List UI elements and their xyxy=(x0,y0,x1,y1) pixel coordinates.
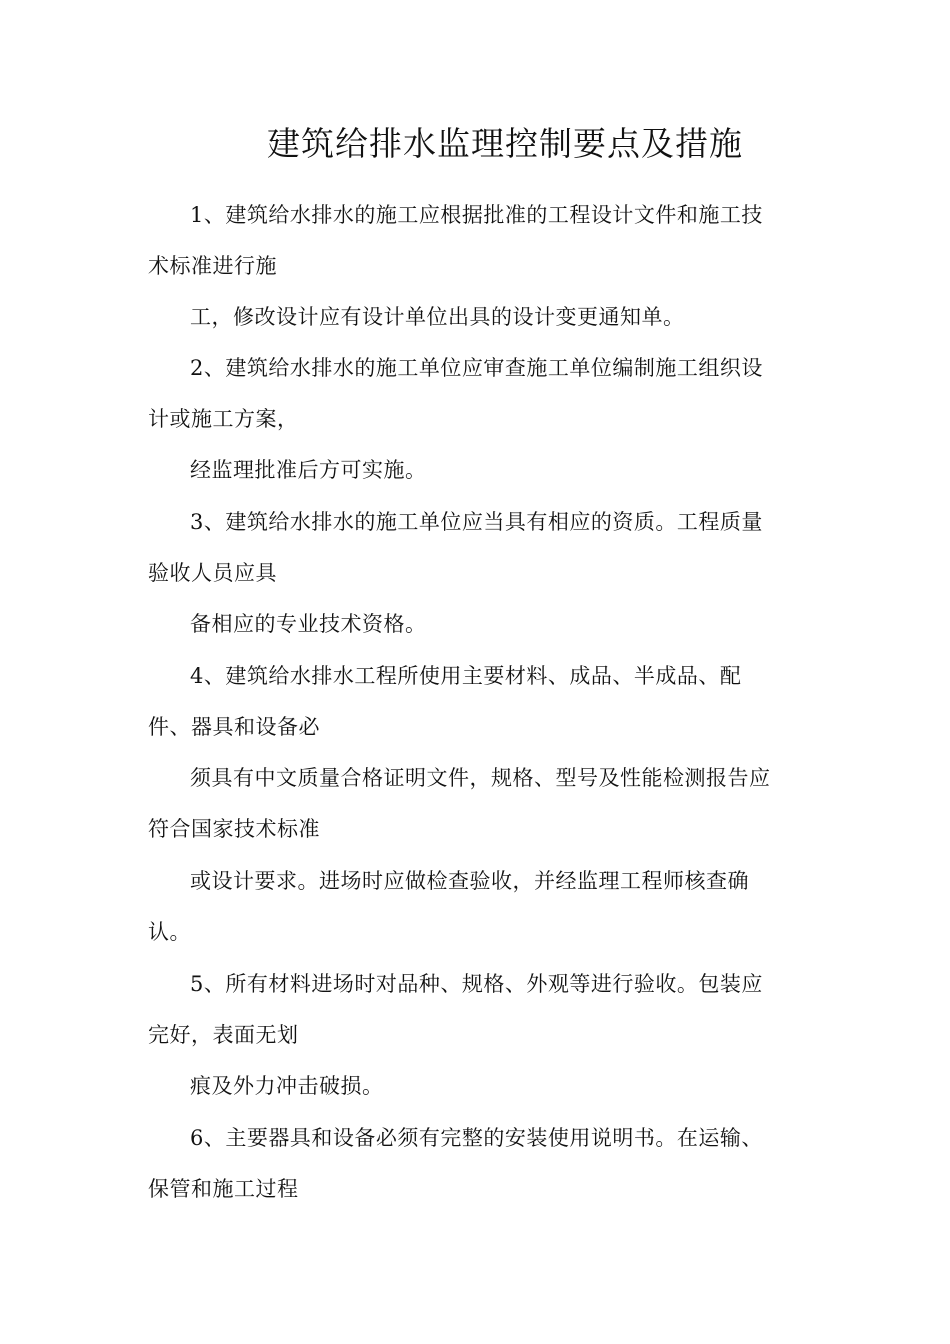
text-line: 1、建筑给水排水的施工应根据批准的工程设计文件和施工技 xyxy=(190,203,763,227)
text-line: 6、主要器具和设备必须有完整的安装使用说明书。在运输、 xyxy=(190,1126,763,1150)
text-line: 5、所有材料进场时对品种、规格、外观等进行验收。包装应 xyxy=(190,972,763,996)
text-line: 2、建筑给水排水的施工单位应审查施工单位编制施工组织设 xyxy=(190,356,763,380)
text-line: 认。 xyxy=(148,920,191,944)
text-line: 须具有中文质量合格证明文件，规格、型号及性能检测报告应 xyxy=(190,766,771,790)
text-line: 经监理批准后方可实施。 xyxy=(190,458,427,482)
document-title: 建筑给排水监理控制要点及措施 xyxy=(267,124,743,163)
text-line: 工，修改设计应有设计单位出具的设计变更通知单。 xyxy=(190,305,685,329)
text-line: 件、器具和设备必 xyxy=(148,715,320,739)
text-line: 完好，表面无划 xyxy=(148,1023,299,1047)
text-line: 符合国家技术标准 xyxy=(148,817,320,841)
text-line: 4、建筑给水排水工程所使用主要材料、成品、半成品、配 xyxy=(190,664,742,688)
text-line: 验收人员应具 xyxy=(148,561,277,585)
text-line: 术标准进行施 xyxy=(148,254,277,278)
text-line: 计或施工方案， xyxy=(148,407,299,431)
text-line: 保管和施工过程 xyxy=(148,1177,299,1201)
text-line: 3、建筑给水排水的施工单位应当具有相应的资质。工程质量 xyxy=(190,510,763,534)
text-line: 或设计要求。进场时应做检查验收，并经监理工程师核查确 xyxy=(190,869,749,893)
text-line: 痕及外力冲击破损。 xyxy=(190,1074,384,1098)
text-line: 备相应的专业技术资格。 xyxy=(190,612,427,636)
